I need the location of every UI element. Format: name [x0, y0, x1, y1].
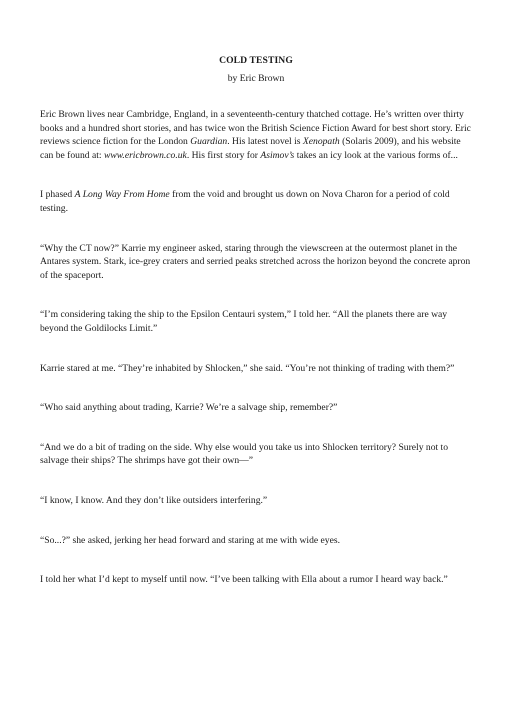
bio-text-2: . His latest novel is	[227, 136, 303, 148]
bio-italic-website: www.ericbrown.co.uk	[103, 149, 187, 161]
p1-italic-ship-name: A Long Way From Home	[74, 189, 170, 201]
story-paragraph-2: “Why the CT now?” Karrie my engineer asked, staring through the viewscreen at the outermost planet in the Antares system. Stark, ice-grey craters and serried peaks stretched across the horizon beyond the concrete apron of the spaceport.	[40, 242, 471, 281]
story-byline: by Eric Brown	[227, 73, 285, 84]
bio-italic-guardian: Guardian	[190, 136, 228, 148]
story-paragraph-9: I told her what I’d kept to myself until now. “I’ve been talking with Ella about a rumor I heard way back.”	[40, 574, 448, 586]
bio-italic-asimovs: Asimov’s	[260, 149, 295, 161]
story-paragraph-3: “I’m considering taking the ship to the Epsilon Centauri system,” I told her. “All the planets there are way beyond the Goldilocks Limit.”	[40, 309, 448, 334]
p1-text-1: I phased	[40, 189, 75, 201]
bio-text-5: takes an icy look at the various forms of...	[294, 149, 458, 161]
bio-text-1: Eric Brown lives near Cambridge, England, in a seventeenth-century thatched cottage. He’s written over thirty books and a hundred short stories, and has twice won the British Science Fiction Award for best short story. Eric reviews science fiction for the London	[40, 109, 471, 148]
story-paragraph-8: “So...?” she asked, jerking her head forward and staring at me with wide eyes.	[40, 534, 340, 546]
story-paragraph-4: Karrie stared at me. “They’re inhabited by Shlocken,” she said. “You’re not thinking of trading with them?”	[40, 362, 455, 374]
story-paragraph-7: “I know, I know. And they don’t like outsiders interfering.”	[40, 494, 268, 506]
p1-text-2: from the void and brought us down on Nova Charon for a period of cold testing.	[40, 189, 450, 214]
bio-text-3: (Solaris 2009), and his website can be found at:	[40, 136, 461, 161]
bio-italic-xenopath: Xenopath	[302, 136, 340, 148]
story-paragraph-6: “And we do a bit of trading on the side. Why else would you take us into Shlocken territory? Surely not to salvage their ships? The shrimps have got their own—”	[40, 441, 449, 467]
story-paragraph-1	[40, 188, 472, 215]
bio-text-4: . His first story for	[186, 149, 261, 161]
story-title: COLD TESTING	[219, 55, 293, 66]
story-paragraph-5: “Who said anything about trading, Karrie? We’re a salvage ship, remember?”	[40, 402, 338, 414]
author-bio-paragraph	[40, 108, 472, 162]
